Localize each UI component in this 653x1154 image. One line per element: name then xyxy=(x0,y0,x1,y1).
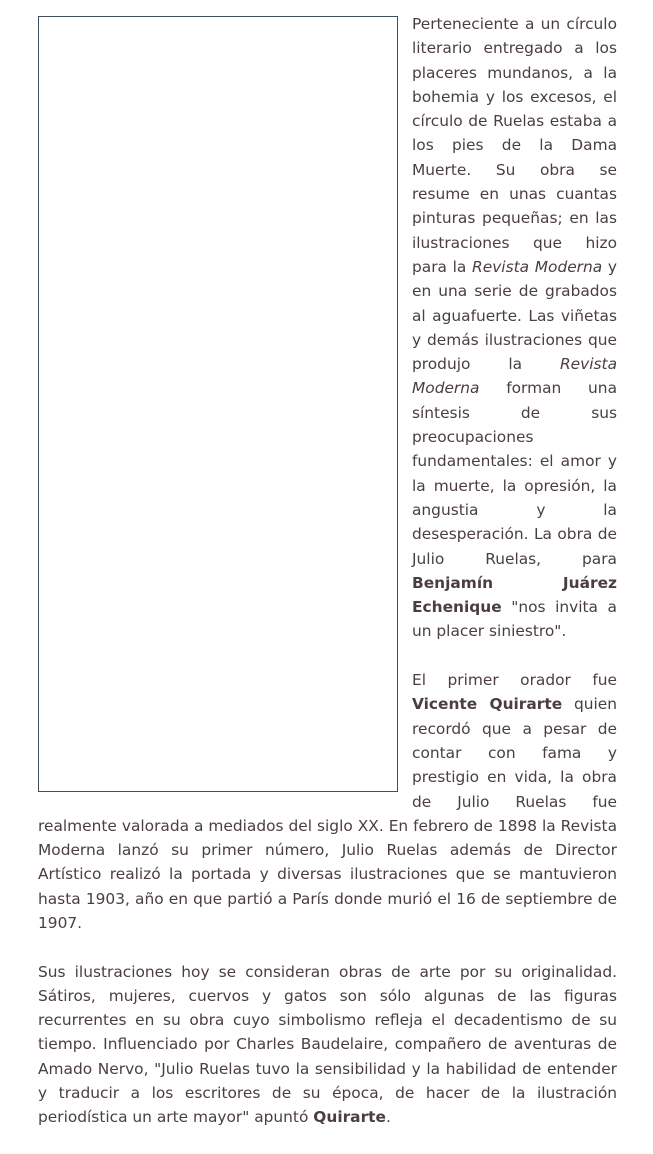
text-segment: quien recordó que a pesar de contar con fama y prestigio en vida, la obra de Julio Ruelas fue realmente valorada a mediados del siglo XX. En febrero de 1898 la Revista Moderna lanzó su primer número, Julio Ruelas además de Director Artístico realizó la portada y diversas ilustraciones que se mantuvieron hasta 1903, año en que partió a París donde murió el 16 de septiembre de 1907. xyxy=(38,695,617,932)
bold-name: Quirarte xyxy=(313,1108,386,1127)
text-segment: . xyxy=(385,1108,391,1127)
article-image-placeholder xyxy=(38,16,398,792)
italic-title: Revista Moderna xyxy=(412,355,617,398)
bold-name: Vicente Quirarte xyxy=(412,695,563,714)
text-segment: Perteneciente a un círculo literario entregado a los placeres mundanos, a la bohemia y los excesos, el círculo de Ruelas estaba a los pies de la Dama Muerte. Su obra se resume en unas cuantas pinturas pequeñas; en las ilustraciones que hizo para la xyxy=(412,15,617,276)
text-segment: El primer orador fue xyxy=(412,671,617,690)
text-segment: y en una serie de grabados al aguafuerte. Las viñetas y demás ilustraciones que produjo la xyxy=(412,257,617,374)
text-segment: forman una síntesis de sus preocupaciones fundamentales: el amor y la muerte, la opresión, la angustia y la desesperación. La obra de Julio Ruelas, para xyxy=(412,379,617,568)
text-segment: "nos invita a un placer siniestro". xyxy=(412,598,617,641)
text-segment: Sus ilustraciones hoy se consideran obras de arte por su originalidad. Sátiros, mujeres, cuervos y gatos son sólo algunas de las figuras recurrentes en su obra cuyo simbolismo refleja el decadentismo de su tiempo. Influenciado por Charles Baudelaire, compañero de aventuras de Amado Nervo, "Julio Ruelas tuvo la sensibilidad y la habilidad de entender y traducir a los escritores de su época, de hacer de la ilustración periodística un arte mayor" apuntó xyxy=(38,962,617,1127)
italic-title: Revista Moderna xyxy=(472,257,603,276)
article-body xyxy=(38,12,617,1154)
bold-name: Benjamín Juárez Echenique xyxy=(412,573,617,617)
paragraph-illustrations xyxy=(38,960,617,1130)
